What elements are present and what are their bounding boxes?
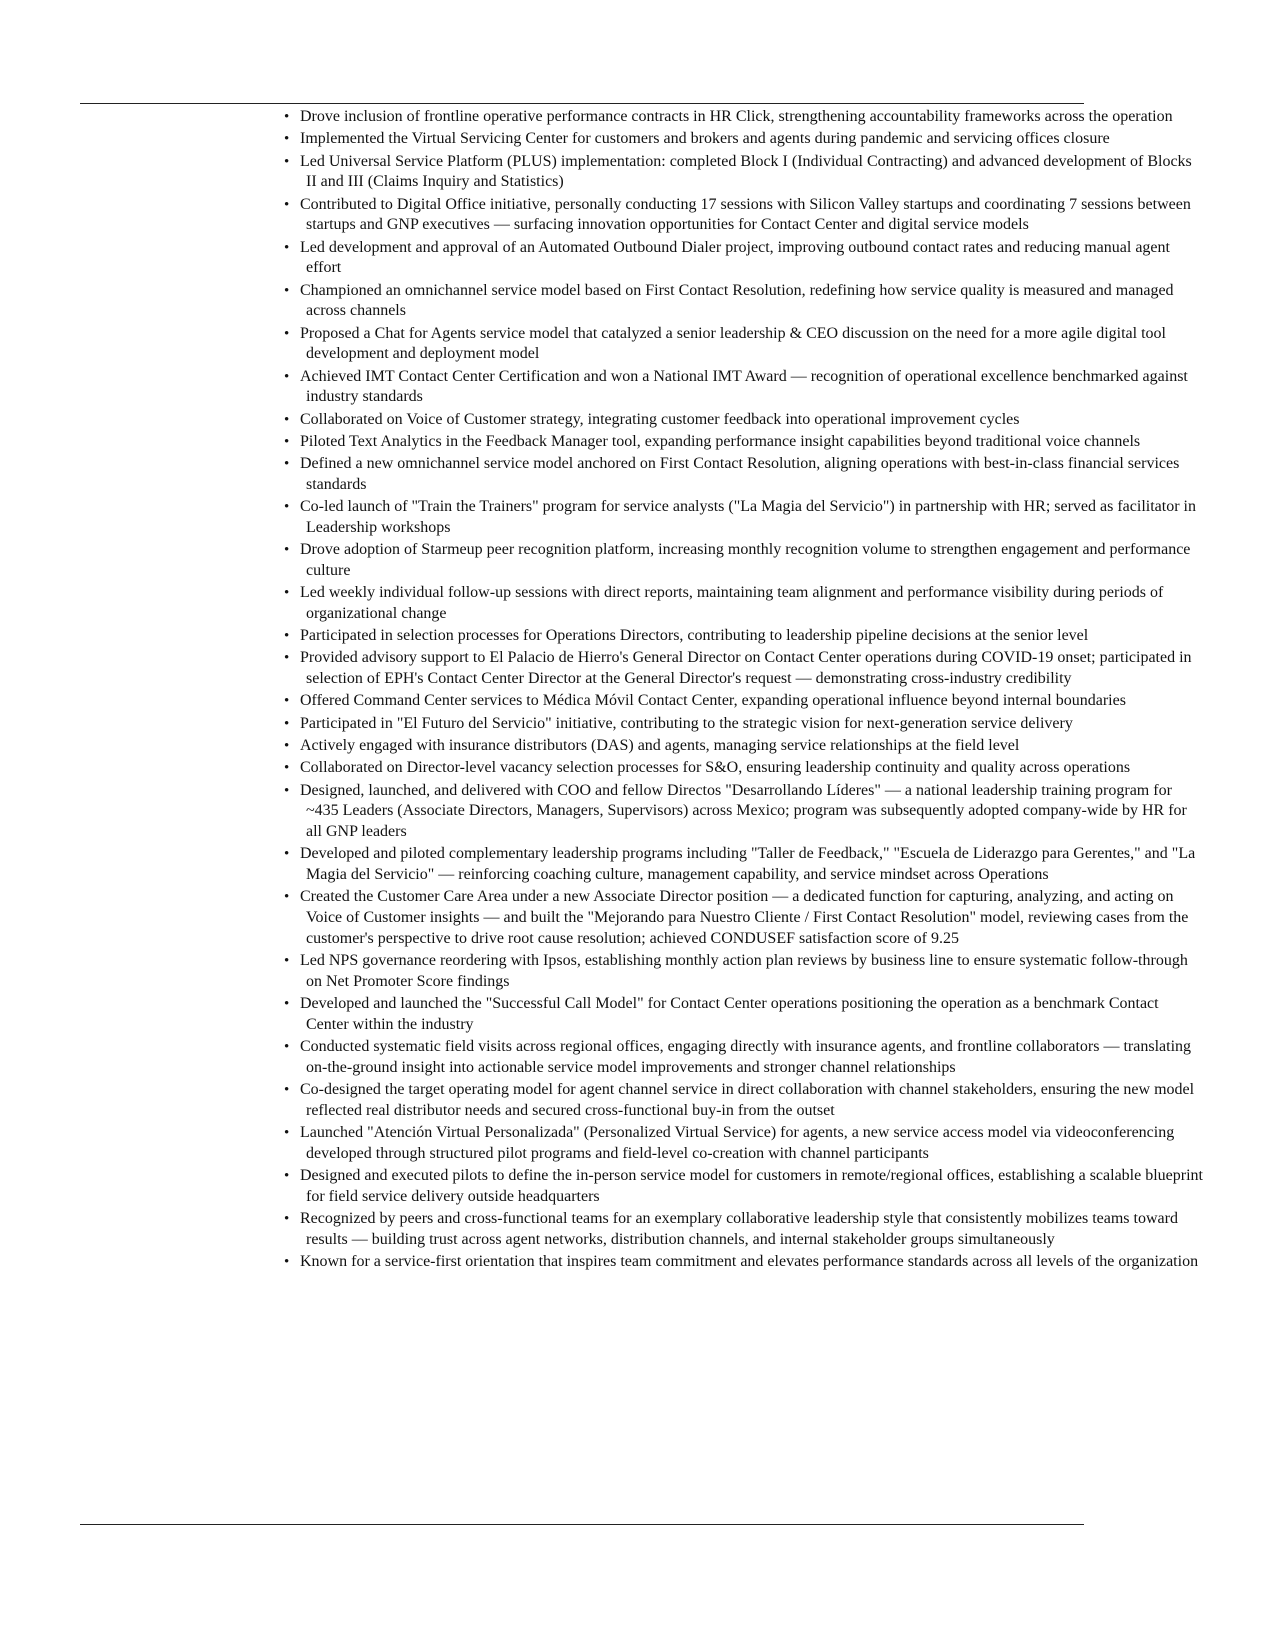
list-item-text: Championed an omnichannel service model based on First Contact Resolution, redefining how service quality is measured and managed across channels <box>300 281 1174 320</box>
list-item-text: Led development and approval of an Automated Outbound Dialer project, improving outbound contact rates and reducing manual agent effort <box>300 238 1170 277</box>
bullet-icon: • <box>284 542 290 559</box>
list-item <box>268 367 1205 408</box>
bullet-icon: • <box>284 889 290 906</box>
list-item <box>268 648 1205 689</box>
list-item <box>268 454 1205 495</box>
list-item-text: Proposed a Chat for Agents service model that catalyzed a senior leadership & CEO discussion on the need for a more agile digital tool development and deployment model <box>300 324 1166 363</box>
list-item-text: Led NPS governance reordering with Ipsos, establishing monthly action plan reviews by business line to ensure systematic follow-through on Net Promoter Score findings <box>300 952 1188 990</box>
list-item <box>268 583 1205 624</box>
list-item <box>268 1209 1205 1250</box>
bullet-icon: • <box>284 1125 290 1142</box>
list-item <box>268 1166 1205 1207</box>
list-item-text: Designed, launched, and delivered with COO and fellow Directos "Desarrollando Líderes" — a national leadership training program for ~435 Leaders (Associate Directors, Managers, Supervisors) across Mexico; program was subsequently adopted company-wide by HR for all GNP leaders <box>300 781 1187 841</box>
bullet-icon: • <box>284 628 290 645</box>
list-item <box>268 152 1205 193</box>
list-item <box>268 714 1205 735</box>
bullet-icon: • <box>284 196 290 213</box>
bullet-icon: • <box>284 738 290 755</box>
bullet-icon: • <box>284 1254 290 1271</box>
list-item-text: Offered Command Center services to Médica Móvil Contact Center, expanding operational influence beyond internal boundaries <box>300 692 1126 710</box>
list-item-text: Drove adoption of Starmeup peer recognition platform, increasing monthly recognition volume to strengthen engagement and performance culture <box>300 541 1191 579</box>
list-item <box>268 887 1205 949</box>
bullet-icon: • <box>284 368 290 385</box>
bullet-icon: • <box>284 996 290 1013</box>
list-item-text: Achieved IMT Contact Center Certification and won a National IMT Award — recognition of operational excellence benchmarked against industry standards <box>300 367 1188 406</box>
list-item-text: Provided advisory support to El Palacio de Hierro's General Director on Contact Center operations during COVID-19 onset; participated in selection of EPH's Contact Center Director at the General Director's request — demonstrating cross-industry credibility <box>300 649 1192 688</box>
list-item <box>268 1252 1205 1273</box>
list-item <box>268 432 1205 453</box>
list-item-text: Collaborated on Voice of Customer strategy, integrating customer feedback into operational improvement cycles <box>300 410 1020 428</box>
achievements-list <box>268 107 1205 1274</box>
list-item <box>268 107 1205 128</box>
list-item <box>268 994 1205 1035</box>
bullet-icon: • <box>284 585 290 602</box>
list-item-text: Led Universal Service Platform (PLUS) implementation: completed Block I (Individual Contracting) and advanced development of Blocks II and III (Claims Inquiry and Statistics) <box>300 152 1192 191</box>
list-item-text: Drove inclusion of frontline operative performance contracts in HR Click, strengthening accountability frameworks across the operation <box>300 108 1173 125</box>
list-item <box>268 410 1205 431</box>
list-item <box>268 951 1205 992</box>
list-item-text: Participated in "El Futuro del Servicio" initiative, contributing to the strategic vision for next-generation service delivery <box>300 714 1073 732</box>
list-item <box>268 1123 1205 1164</box>
list-item-text: Conducted systematic field visits across regional offices, engaging directly with insurance agents, and frontline collaborators — translating on-the-ground insight into actionable service model improvements and stronger channel relationships <box>300 1038 1192 1076</box>
bullet-icon: • <box>284 953 290 970</box>
list-item <box>268 324 1205 365</box>
list-item <box>268 1037 1205 1078</box>
list-item <box>268 195 1205 236</box>
bullet-icon: • <box>284 1211 290 1228</box>
list-item <box>268 540 1205 581</box>
list-item <box>268 129 1205 150</box>
list-item-text: Led weekly individual follow-up sessions with direct reports, maintaining team alignment and performance visibility during periods of organizational change <box>300 584 1164 622</box>
list-item-text: Co-designed the target operating model for agent channel service in direct collaboration with channel stakeholders, ensuring the new model reflected real distributor needs and secured cross-functional buy-in from the outset <box>300 1081 1195 1119</box>
bullet-icon: • <box>284 1039 290 1056</box>
list-item-text: Launched "Atención Virtual Personalizada" (Personalized Virtual Service) for agents, a new service access model via videoconferencing developed through structured pilot programs and field-level co-creation with channel participants <box>300 1124 1175 1162</box>
list-item-text: Developed and launched the "Successful Call Model" for Contact Center operations positioning the operation as a benchmark Contact Center within the industry <box>300 995 1159 1033</box>
list-item-text: Developed and piloted complementary leadership programs including "Taller de Feedback," "Escuela de Liderazgo para Gerentes," and "La Magia del Servicio" — reinforcing coaching culture, management capability, and service mindset across Operations <box>300 845 1196 884</box>
list-item-text: Known for a service-first orientation that inspires team commitment and elevates performance standards across all levels of the organization <box>300 1253 1199 1271</box>
bullet-icon: • <box>284 109 290 125</box>
bullet-icon: • <box>284 325 290 342</box>
bottom-divider <box>80 1524 1084 1525</box>
list-item-text: Actively engaged with insurance distributors (DAS) and agents, managing service relationships at the field level <box>300 737 1020 755</box>
list-item <box>268 238 1205 279</box>
list-item <box>268 781 1205 843</box>
list-item-text: Piloted Text Analytics in the Feedback Manager tool, expanding performance insight capabilities beyond traditional voice channels <box>300 432 1141 450</box>
list-item-text: Created the Customer Care Area under a new Associate Director position — a dedicated function for capturing, analyzing, and acting on Voice of Customer insights — and built the "Mejorando para Nuestro Cliente / First Contact Resolution" model, reviewing cases from the customer's perspective to drive root cause resolution; achieved CONDUSEF satisfaction score of 9.25 <box>300 888 1189 947</box>
list-item-text: Defined a new omnichannel service model anchored on First Contact Resolution, aligning operations with best-in-class financial services standards <box>300 455 1180 493</box>
list-item <box>268 281 1205 322</box>
list-item <box>268 844 1205 885</box>
list-item <box>268 1080 1205 1121</box>
top-divider <box>80 103 1084 104</box>
list-item-text: Collaborated on Director-level vacancy selection processes for S&O, ensuring leadership continuity and quality across operations <box>300 759 1131 777</box>
list-item <box>268 626 1205 647</box>
list-item <box>268 691 1205 712</box>
bullet-icon: • <box>284 693 290 710</box>
bullet-icon: • <box>284 239 290 256</box>
bullet-icon: • <box>284 411 290 428</box>
bullet-icon: • <box>284 433 290 450</box>
list-item <box>268 758 1205 779</box>
bullet-icon: • <box>284 846 290 863</box>
bullet-icon: • <box>284 715 290 732</box>
bullet-icon: • <box>284 760 290 777</box>
bullet-icon: • <box>284 650 290 667</box>
list-item-text: Contributed to Digital Office initiative, personally conducting 17 sessions with Silicon Valley startups and coordinating 7 sessions between startups and GNP executives — surfacing innovation opportunities for Contact Center and digital service models <box>300 195 1191 234</box>
bullet-icon: • <box>284 456 290 473</box>
bullet-icon: • <box>284 282 290 299</box>
list-item-text: Implemented the Virtual Servicing Center for customers and brokers and agents during pandemic and servicing offices closure <box>300 130 1110 148</box>
list-item-text: Recognized by peers and cross-functional teams for an exemplary collaborative leadership style that consistently mobilizes teams toward results — building trust across agent networks, distribution channels, and internal stakeholder groups simultaneously <box>300 1210 1178 1248</box>
list-item-text: Co-led launch of "Train the Trainers" program for service analysts ("La Magia del Servicio") in partnership with HR; served as facilitator in Leadership workshops <box>300 498 1196 536</box>
bullet-icon: • <box>284 153 290 170</box>
bullet-icon: • <box>284 1168 290 1185</box>
list-item <box>268 736 1205 757</box>
bullet-icon: • <box>284 782 290 799</box>
list-item-text: Designed and executed pilots to define the in-person service model for customers in remote/regional offices, establishing a scalable blueprint for field service delivery outside headquarters <box>300 1167 1203 1205</box>
list-item-text: Participated in selection processes for Operations Directors, contributing to leadership pipeline decisions at the senior level <box>300 627 1089 645</box>
bullet-icon: • <box>284 1082 290 1099</box>
list-item <box>268 497 1205 538</box>
bullet-icon: • <box>284 131 290 148</box>
bullet-icon: • <box>284 499 290 516</box>
